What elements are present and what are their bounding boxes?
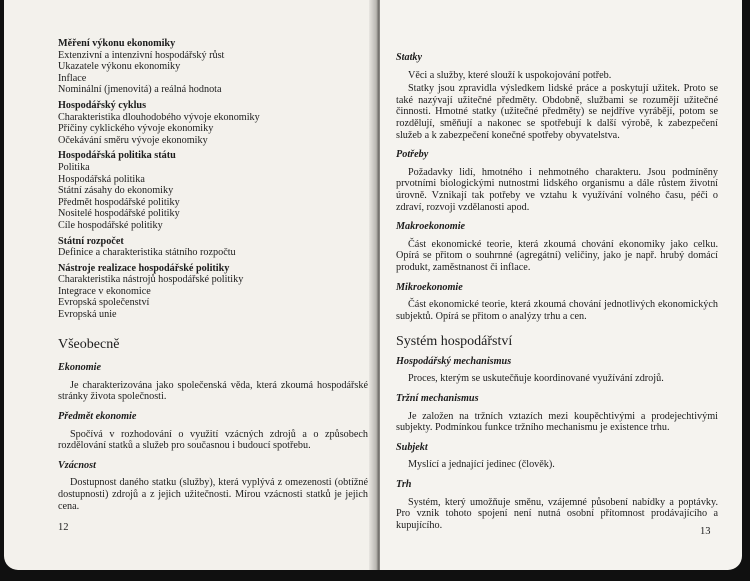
term-heading: Vzácnost: [58, 459, 96, 471]
term-text: Část ekonomické teorie, která zkoumá chování ekonomiky jako celku. Opírá se přitom o souhrnné (agregátní) veličiny, jako je např. hrubý domácí produkt, zaměstnanost či inflace.: [396, 238, 718, 273]
toc-item: Ukazatele výkonu ekonomiky: [58, 61, 181, 73]
toc-section: [58, 263, 368, 321]
term-text: Je založen na tržních vztazích mezi koupěchtivými a prodejechtivými subjekty. Podmínkou funkce tržního mechanismu je existence trhu.: [396, 410, 718, 434]
section-title-vseobecne: Všeobecně: [58, 336, 120, 352]
left-terms: [58, 362, 368, 512]
term-text: Proces, kterým se uskutečňuje koordinované využívání zdrojů.: [408, 373, 664, 385]
term-heading: Potřeby: [396, 149, 429, 161]
term-heading: Makroekonomie: [396, 221, 466, 233]
term-heading: Předmět ekonomie: [58, 411, 137, 423]
toc-item: Očekávání směru vývoje ekonomiky: [58, 134, 208, 146]
toc-section: [58, 100, 368, 146]
table-of-contents: [58, 38, 368, 321]
toc-item: Integrace v ekonomice: [58, 285, 151, 297]
toc-item: Cíle hospodářské politiky: [58, 219, 163, 231]
toc-section: [58, 236, 368, 259]
term-text: Dostupnost daného statku (služby), která vyplývá z omezenosti (obtížné dostupnosti) zdrojů a z jejich užitečnosti. Mírou vzácnosti statků je jejich cena.: [58, 477, 368, 512]
toc-heading: Hospodářský cyklus: [58, 99, 147, 111]
right-terms-a: [396, 52, 718, 322]
term-text: Systém, který umožňuje směnu, vzájemné působení nabídky a poptávky. Pro vznik tohoto spojení není nutná osobní přítomnost prodávajícího a kupujícího.: [396, 496, 718, 531]
left-page: [4, 0, 374, 570]
toc-item: Evropská společenství: [58, 297, 150, 309]
toc-section: [58, 150, 368, 231]
term-text: Je charakterizována jako společenská věda, která zkoumá hospodářské stránky života společnosti.: [58, 379, 368, 403]
toc-item: Předmět hospodářské politiky: [58, 196, 180, 208]
toc-item: Státní zásahy do ekonomiky: [58, 185, 174, 197]
toc-heading: Měření výkonu ekonomiky: [58, 38, 176, 49]
term-heading: Mikroekonomie: [396, 281, 463, 293]
right-terms-b: [396, 356, 718, 532]
page-number-right: 13: [700, 526, 711, 537]
term-heading: Ekonomie: [58, 362, 102, 374]
term-heading: Tržní mechanismus: [396, 393, 479, 405]
toc-item: Inflace: [58, 72, 87, 84]
toc-item: Nositelé hospodářské politiky: [58, 208, 180, 220]
section-title-system: Systém hospodářství: [396, 334, 513, 350]
term-text: Myslící a jednající jedinec (člověk).: [408, 459, 555, 471]
term-text: Část ekonomické teorie, která zkoumá chování jednotlivých ekonomických subjektů. Opírá se přitom o analýzy trhu a cen.: [396, 299, 718, 322]
page-number-left: 12: [58, 522, 69, 533]
term-heading: Hospodářský mechanismus: [396, 355, 512, 367]
term-text: Statky jsou zpravidla výsledkem lidské práce a poskytují užitek. Proto se také nazývají užitečné předměty. Obdobně, službami se rozumějí užitečné činnosti. Hmotné statky (užitečné předměty) se nejdříve vyrábějí, potom se rozdělují, směňují a nakonec se spotřebují k další výrobě, k zabezpečení služeb a k zabezpečení konečné spotřeby obyvatelstva.: [396, 83, 718, 141]
toc-item: Politika: [58, 161, 90, 173]
right-content: [396, 44, 718, 533]
toc-item: Příčiny cyklického vývoje ekonomiky: [58, 123, 214, 135]
toc-heading: Státní rozpočet: [58, 235, 124, 247]
toc-item: Definice a charakteristika státního rozpočtu: [58, 247, 236, 259]
toc-item: Extenzivní a intenzivní hospodářský růst: [58, 49, 225, 61]
term-text: Požadavky lidí, hmotného i nehmotného charakteru. Jsou podmíněny prvotními biologickými nutnostmi lidského organismu a dále růstem životní úrovně. Vznikají tak potřeby ve vztahu k využívání volného času, péči o zdraví, rozvoji vzdělanosti apod.: [396, 166, 718, 213]
toc-item: Evropská unie: [58, 309, 117, 321]
toc-item: Nominální (jmenovitá) a reálná hodnota: [58, 84, 222, 96]
term-heading: Statky: [396, 52, 423, 63]
toc-item: Charakteristika nástrojů hospodářské politiky: [58, 274, 244, 286]
term-text: Věci a služby, které slouží k uspokojování potřeb.: [408, 69, 612, 81]
left-content: [58, 38, 368, 514]
toc-item: Charakteristika dlouhodobého vývoje ekonomiky: [58, 111, 260, 123]
toc-section: [58, 38, 368, 96]
term-text: Spočívá v rozhodování o využití vzácných zdrojů a o způsobech rozdělování statků a služeb pro současnou i budoucí spotřebu.: [58, 428, 368, 452]
right-page: [380, 0, 742, 570]
toc-heading: Nástroje realizace hospodářské politiky: [58, 262, 230, 274]
term-heading: Subjekt: [396, 441, 428, 453]
term-heading: Trh: [396, 479, 412, 491]
toc-heading: Hospodářská politika státu: [58, 150, 176, 162]
toc-item: Hospodářská politika: [58, 173, 145, 185]
